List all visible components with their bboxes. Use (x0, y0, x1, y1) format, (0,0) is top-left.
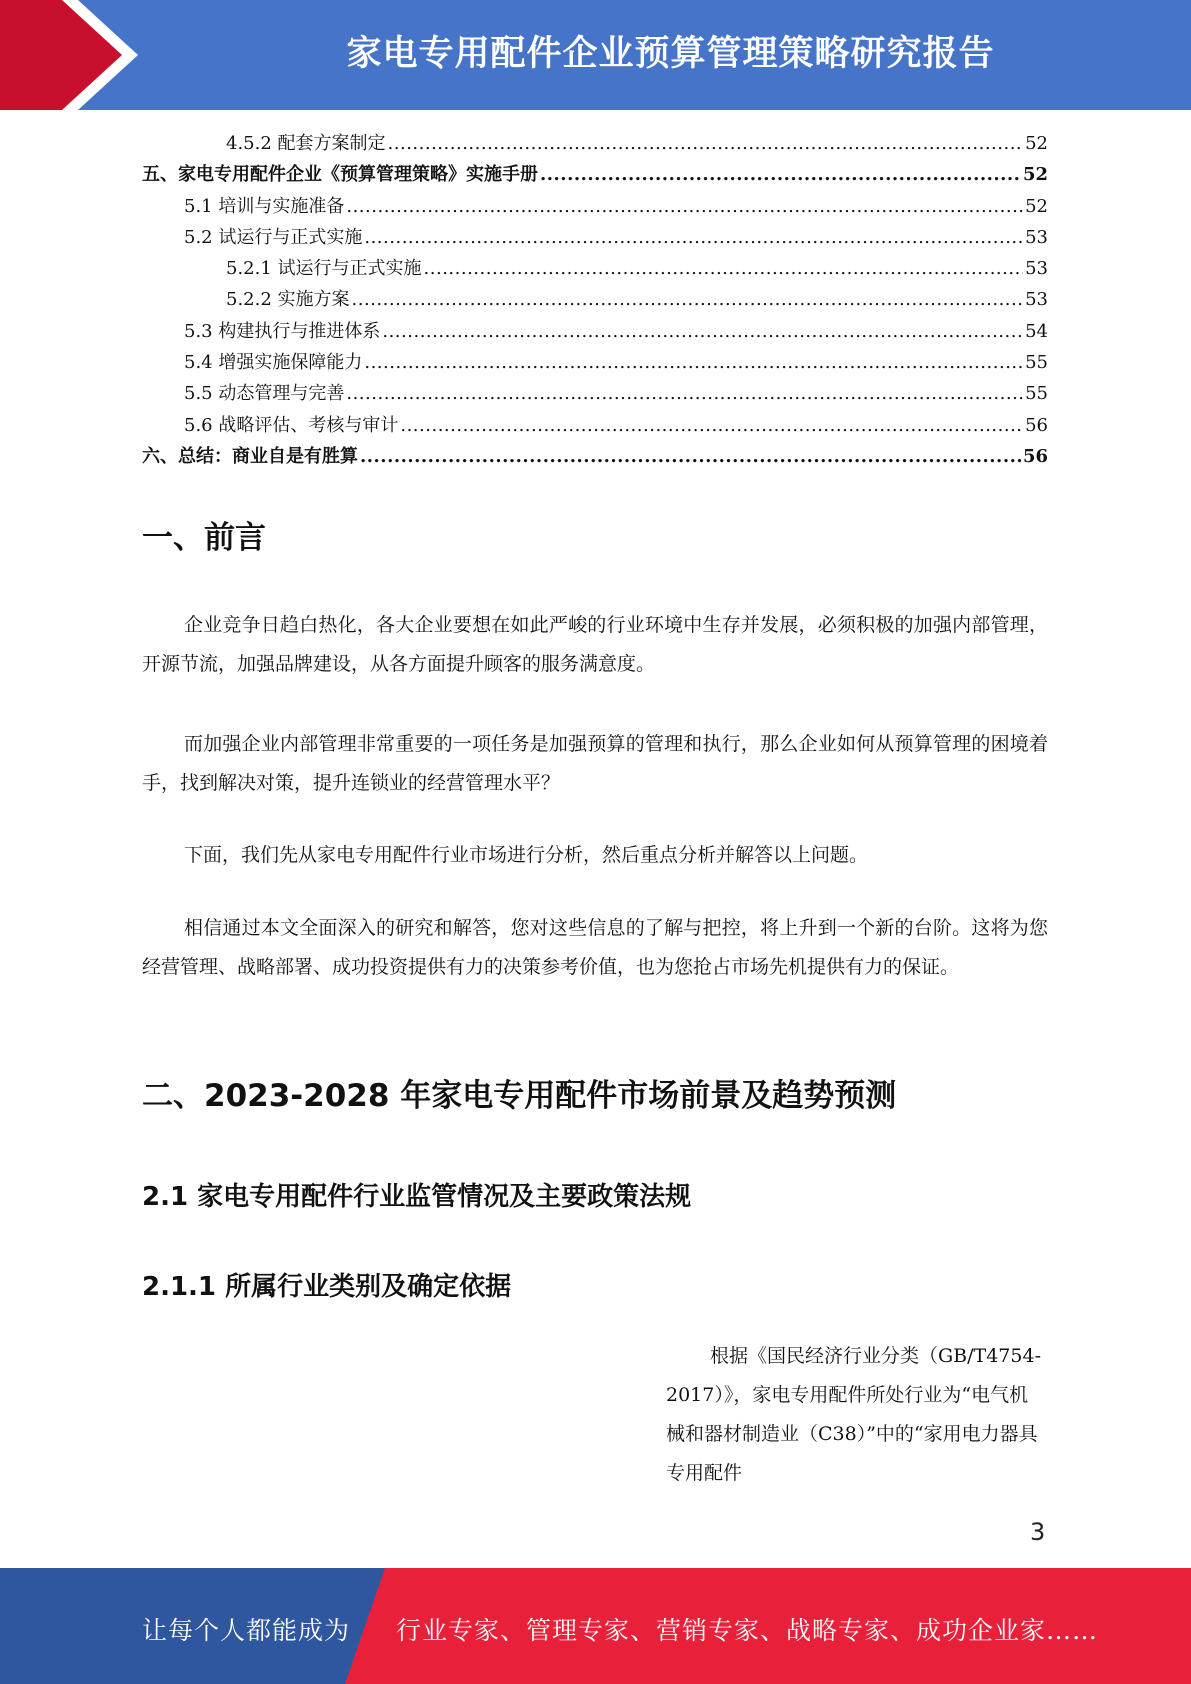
header-title: 家电专用配件企业预算管理策略研究报告 (346, 34, 995, 74)
toc-dot-leader (364, 347, 1023, 378)
toc-entry[interactable] (142, 159, 1048, 190)
page-footer (0, 1568, 1191, 1684)
footer-slogan-left: 让每个人都能成为 (142, 1616, 351, 1645)
toc-entry-label: 4.5.2 配套方案制定 (226, 133, 386, 154)
toc-entry-page: 52 (1025, 195, 1048, 217)
page-number: 3 (1030, 1518, 1046, 1546)
preface-paragraph-2: 而加强企业内部管理非常重要的一项任务是加强预算的管理和执行，那么企业如何从预算管理的困境着手，找到解决对策，提升连锁业的经营管理水平？ (142, 733, 1048, 794)
subsection-heading-2-1: 2.1 家电专用配件行业监管情况及主要政策法规 (142, 1182, 692, 1212)
toc-dot-leader (424, 253, 1024, 284)
toc-entry-page: 55 (1025, 352, 1048, 374)
toc-entry-label: 5.6 战略评估、考核与审计 (184, 414, 399, 436)
toc-entry-page: 54 (1025, 320, 1048, 342)
toc-entry-page: 53 (1025, 289, 1048, 311)
toc-dot-leader (352, 284, 1024, 315)
preface-paragraph-3: 下面，我们先从家电专用配件行业市场进行分析，然后重点分析并解答以上问题。 (184, 844, 869, 866)
toc-dot-leader (388, 128, 1024, 159)
preface-paragraph-1: 企业竞争日趋白热化，各大企业要想在如此严峻的行业环境中生存并发展，必须积极的加强内部管理，开源节流，加强品牌建设，从各方面提升顾客的服务满意度。 (142, 614, 1048, 675)
toc-entry-label: 5.2.2 实施方案 (226, 289, 350, 311)
toc-dot-leader (364, 222, 1023, 253)
toc-dot-leader (540, 159, 1021, 190)
toc-entry[interactable] (142, 284, 1048, 315)
toc-entry[interactable] (142, 410, 1048, 441)
toc-entry[interactable] (142, 222, 1048, 253)
footer-slogan-right: 行业专家、管理专家、营销专家、战略专家、成功企业家…… (396, 1616, 1099, 1645)
toc-entry-page: 53 (1025, 258, 1048, 280)
toc-entry[interactable] (142, 316, 1048, 347)
page-header (0, 0, 1191, 110)
toc-entry-label: 5.3 构建执行与推进体系 (184, 320, 381, 342)
toc-entry-label: 5.2.1 试运行与正式实施 (226, 258, 422, 280)
table-of-contents (142, 128, 1048, 472)
toc-entry-page: 52 (1022, 164, 1048, 186)
toc-entry-label: 5.5 动态管理与完善 (184, 383, 345, 405)
toc-dot-leader (346, 378, 1023, 409)
toc-dot-leader (400, 410, 1023, 441)
toc-entry[interactable] (142, 253, 1048, 284)
toc-entry[interactable] (142, 378, 1048, 409)
toc-entry-label: 五、家电专用配件企业《预算管理策略》实施手册 (142, 164, 538, 186)
toc-entry[interactable] (142, 191, 1048, 222)
toc-entry-page: 53 (1025, 226, 1048, 248)
toc-entry-page: 56 (1022, 445, 1048, 467)
toc-entry-page: 55 (1025, 383, 1048, 405)
toc-entry-label: 5.4 增强实施保障能力 (184, 352, 363, 374)
toc-entry-page: 52 (1025, 133, 1048, 154)
header-arrow-graphic (0, 0, 220, 110)
subsection-heading-2-1-1: 2.1.1 所属行业类别及确定依据 (142, 1272, 512, 1302)
industry-classification-paragraph: 根据《国民经济行业分类（GB/T4754-2017）》，家电专用配件所处行业为“电气机械和器材制造业（C38）”中的“家用电力器具专用配件 (666, 1345, 1041, 1484)
toc-dot-leader (382, 316, 1023, 347)
toc-entry-label: 5.2 试运行与正式实施 (184, 226, 363, 248)
toc-dot-leader (360, 441, 1021, 472)
toc-entry[interactable] (142, 441, 1048, 472)
toc-entry-label: 六、总结：商业自是有胜算 (142, 445, 358, 467)
section-heading-preface: 一、前言 (142, 520, 266, 556)
toc-entry[interactable] (142, 347, 1048, 378)
toc-entry-page: 56 (1025, 414, 1048, 436)
toc-entry-label: 5.1 培训与实施准备 (184, 195, 345, 217)
section-heading-market-forecast: 二、2023-2028 年家电专用配件市场前景及趋势预测 (142, 1078, 897, 1114)
toc-entry[interactable] (142, 128, 1048, 159)
preface-paragraph-4: 相信通过本文全面深入的研究和解答，您对这些信息的了解与把控，将上升到一个新的台阶。这将为您经营管理、战略部署、成功投资提供有力的决策参考价值，也为您抢占市场先机提供有力的保证。 (142, 917, 1048, 978)
toc-dot-leader (346, 191, 1023, 222)
